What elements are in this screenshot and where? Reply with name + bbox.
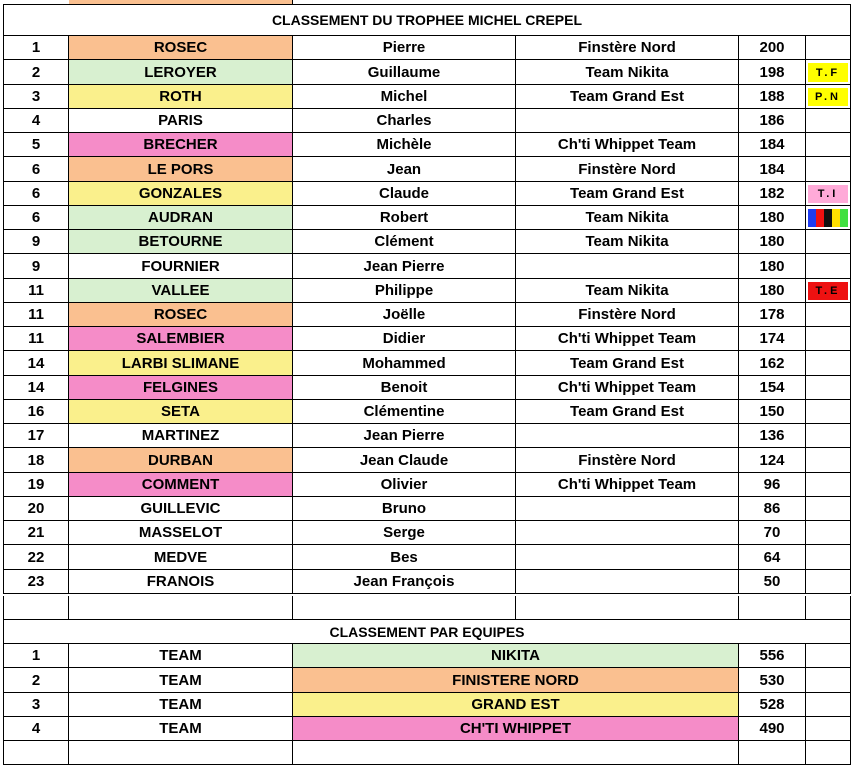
rider-team: Finstère Nord bbox=[516, 303, 739, 327]
rider-last-name: MARTINEZ bbox=[69, 424, 293, 448]
rider-team: Team Grand Est bbox=[516, 182, 739, 206]
rider-rank: 6 bbox=[3, 157, 69, 182]
rider-points: 184 bbox=[739, 157, 806, 182]
rider-team bbox=[516, 497, 739, 521]
rider-rank: 4 bbox=[3, 109, 69, 133]
rider-badge-cell bbox=[806, 206, 851, 230]
rider-team: Team Grand Est bbox=[516, 400, 739, 424]
rider-rank: 1 bbox=[3, 36, 69, 60]
rider-team: Team Grand Est bbox=[516, 85, 739, 109]
rider-badge-cell bbox=[806, 279, 851, 303]
rider-last-name: BETOURNE bbox=[69, 230, 293, 254]
rider-first-name: Claude bbox=[293, 182, 516, 206]
team-name: NIKITA bbox=[293, 644, 739, 668]
rider-points: 180 bbox=[739, 230, 806, 254]
rider-badge-cell bbox=[806, 400, 851, 424]
rider-last-name: AUDRAN bbox=[69, 206, 293, 230]
rider-first-name: Jean bbox=[293, 157, 516, 182]
rider-rank: 9 bbox=[3, 230, 69, 254]
team-extra-cell bbox=[806, 668, 851, 693]
team-rank: 3 bbox=[3, 693, 69, 717]
rider-points: 178 bbox=[739, 303, 806, 327]
blank-row bbox=[3, 596, 69, 620]
rider-team bbox=[516, 570, 739, 594]
team-name: GRAND EST bbox=[293, 693, 739, 717]
rider-first-name: Mohammed bbox=[293, 351, 516, 376]
rider-badge-cell bbox=[806, 133, 851, 157]
rider-points: 182 bbox=[739, 182, 806, 206]
rider-badge-cell bbox=[806, 521, 851, 545]
jersey-badge: T.E bbox=[808, 282, 848, 300]
rider-last-name: SALEMBIER bbox=[69, 327, 293, 351]
rider-rank: 22 bbox=[3, 545, 69, 570]
rider-badge-cell bbox=[806, 448, 851, 473]
rider-team bbox=[516, 521, 739, 545]
rider-rank: 17 bbox=[3, 424, 69, 448]
rider-first-name: Didier bbox=[293, 327, 516, 351]
rider-last-name: FELGINES bbox=[69, 376, 293, 400]
team-extra-cell bbox=[806, 644, 851, 668]
rider-rank: 5 bbox=[3, 133, 69, 157]
rider-last-name: VALLEE bbox=[69, 279, 293, 303]
rider-first-name: Serge bbox=[293, 521, 516, 545]
rider-rank: 9 bbox=[3, 254, 69, 279]
rider-points: 50 bbox=[739, 570, 806, 594]
jersey-badge: T.F bbox=[808, 63, 848, 82]
rider-team: Team Nikita bbox=[516, 60, 739, 85]
rider-points: 150 bbox=[739, 400, 806, 424]
team-label: TEAM bbox=[69, 693, 293, 717]
team-points: 528 bbox=[739, 693, 806, 717]
jersey-badge: P.N bbox=[808, 88, 848, 106]
blank-row bbox=[3, 741, 69, 765]
rider-badge-cell bbox=[806, 497, 851, 521]
rider-last-name: FRANOIS bbox=[69, 570, 293, 594]
team-label: TEAM bbox=[69, 644, 293, 668]
rider-badge-cell bbox=[806, 351, 851, 376]
rider-points: 180 bbox=[739, 279, 806, 303]
rider-last-name: COMMENT bbox=[69, 473, 293, 497]
rider-first-name: Jean Pierre bbox=[293, 254, 516, 279]
rider-badge-cell bbox=[806, 230, 851, 254]
rider-first-name: Michèle bbox=[293, 133, 516, 157]
rider-points: 180 bbox=[739, 206, 806, 230]
rider-badge-cell bbox=[806, 109, 851, 133]
rider-team bbox=[516, 254, 739, 279]
team-points: 490 bbox=[739, 717, 806, 741]
rider-first-name: Olivier bbox=[293, 473, 516, 497]
striped-flag-badge bbox=[808, 209, 848, 227]
rider-badge-cell bbox=[806, 376, 851, 400]
rider-last-name: LEROYER bbox=[69, 60, 293, 85]
rider-badge-cell bbox=[806, 85, 851, 109]
rider-team: Finstère Nord bbox=[516, 36, 739, 60]
rider-first-name: Charles bbox=[293, 109, 516, 133]
rider-points: 64 bbox=[739, 545, 806, 570]
rider-points: 186 bbox=[739, 109, 806, 133]
rider-points: 184 bbox=[739, 133, 806, 157]
rider-team: Team Nikita bbox=[516, 206, 739, 230]
rider-first-name: Jean Claude bbox=[293, 448, 516, 473]
rider-first-name: Philippe bbox=[293, 279, 516, 303]
rider-team bbox=[516, 424, 739, 448]
rider-badge-cell bbox=[806, 60, 851, 85]
rider-last-name: GUILLEVIC bbox=[69, 497, 293, 521]
rider-points: 180 bbox=[739, 254, 806, 279]
rider-team: Ch'ti Whippet Team bbox=[516, 473, 739, 497]
rider-rank: 14 bbox=[3, 351, 69, 376]
rider-badge-cell bbox=[806, 545, 851, 570]
blank-row bbox=[806, 741, 851, 765]
rider-badge-cell bbox=[806, 157, 851, 182]
jersey-badge: T.I bbox=[808, 185, 848, 203]
teams-title: CLASSEMENT PAR EQUIPES bbox=[3, 620, 851, 644]
rider-points: 200 bbox=[739, 36, 806, 60]
blank-row bbox=[806, 596, 851, 620]
rider-rank: 3 bbox=[3, 85, 69, 109]
rider-first-name: Clémentine bbox=[293, 400, 516, 424]
rider-team: Ch'ti Whippet Team bbox=[516, 327, 739, 351]
rider-badge-cell bbox=[806, 473, 851, 497]
rider-rank: 6 bbox=[3, 182, 69, 206]
rider-first-name: Jean François bbox=[293, 570, 516, 594]
rider-team: Team Nikita bbox=[516, 279, 739, 303]
rider-last-name: ROSEC bbox=[69, 303, 293, 327]
team-name: CH'TI WHIPPET bbox=[293, 717, 739, 741]
rider-first-name: Bes bbox=[293, 545, 516, 570]
rider-first-name: Benoit bbox=[293, 376, 516, 400]
rider-first-name: Guillaume bbox=[293, 60, 516, 85]
rider-badge-cell bbox=[806, 36, 851, 60]
rider-last-name: SETA bbox=[69, 400, 293, 424]
rider-points: 96 bbox=[739, 473, 806, 497]
team-rank: 1 bbox=[3, 644, 69, 668]
rider-rank: 11 bbox=[3, 303, 69, 327]
rider-team: Ch'ti Whippet Team bbox=[516, 133, 739, 157]
rider-first-name: Pierre bbox=[293, 36, 516, 60]
rider-team bbox=[516, 545, 739, 570]
rider-rank: 2 bbox=[3, 60, 69, 85]
rider-first-name: Clément bbox=[293, 230, 516, 254]
rider-last-name: MASSELOT bbox=[69, 521, 293, 545]
blank-row bbox=[69, 741, 293, 765]
rider-first-name: Jean Pierre bbox=[293, 424, 516, 448]
blank-row bbox=[516, 596, 739, 620]
rider-first-name: Bruno bbox=[293, 497, 516, 521]
rider-points: 136 bbox=[739, 424, 806, 448]
rider-first-name: Michel bbox=[293, 85, 516, 109]
team-rank: 4 bbox=[3, 717, 69, 741]
rider-last-name: LARBI SLIMANE bbox=[69, 351, 293, 376]
rider-points: 154 bbox=[739, 376, 806, 400]
team-label: TEAM bbox=[69, 668, 293, 693]
rider-badge-cell bbox=[806, 254, 851, 279]
rider-badge-cell bbox=[806, 303, 851, 327]
team-name: FINISTERE NORD bbox=[293, 668, 739, 693]
rider-points: 198 bbox=[739, 60, 806, 85]
rider-first-name: Joëlle bbox=[293, 303, 516, 327]
rider-rank: 21 bbox=[3, 521, 69, 545]
rider-points: 162 bbox=[739, 351, 806, 376]
blank-row bbox=[293, 741, 739, 765]
rider-last-name: FOURNIER bbox=[69, 254, 293, 279]
rider-last-name: BRECHER bbox=[69, 133, 293, 157]
rider-points: 174 bbox=[739, 327, 806, 351]
rider-rank: 11 bbox=[3, 279, 69, 303]
blank-row bbox=[739, 741, 806, 765]
rider-badge-cell bbox=[806, 424, 851, 448]
team-rank: 2 bbox=[3, 668, 69, 693]
rider-team: Finstère Nord bbox=[516, 157, 739, 182]
rider-last-name: MEDVE bbox=[69, 545, 293, 570]
rider-points: 188 bbox=[739, 85, 806, 109]
rider-last-name: DURBAN bbox=[69, 448, 293, 473]
rider-team: Team Grand Est bbox=[516, 351, 739, 376]
rider-team bbox=[516, 109, 739, 133]
rider-rank: 6 bbox=[3, 206, 69, 230]
blank-row bbox=[293, 596, 516, 620]
rider-last-name: ROSEC bbox=[69, 36, 293, 60]
rider-team: Ch'ti Whippet Team bbox=[516, 376, 739, 400]
rider-rank: 11 bbox=[3, 327, 69, 351]
team-points: 530 bbox=[739, 668, 806, 693]
rider-badge-cell bbox=[806, 182, 851, 206]
rider-points: 124 bbox=[739, 448, 806, 473]
rider-badge-cell bbox=[806, 570, 851, 594]
rider-rank: 16 bbox=[3, 400, 69, 424]
rider-last-name: PARIS bbox=[69, 109, 293, 133]
rider-first-name: Robert bbox=[293, 206, 516, 230]
rider-rank: 18 bbox=[3, 448, 69, 473]
rider-rank: 14 bbox=[3, 376, 69, 400]
blank-row bbox=[739, 596, 806, 620]
trophy-title: CLASSEMENT DU TROPHEE MICHEL CREPEL bbox=[3, 4, 851, 36]
rider-points: 86 bbox=[739, 497, 806, 521]
team-extra-cell bbox=[806, 693, 851, 717]
team-label: TEAM bbox=[69, 717, 293, 741]
rider-points: 70 bbox=[739, 521, 806, 545]
rider-rank: 19 bbox=[3, 473, 69, 497]
rider-last-name: ROTH bbox=[69, 85, 293, 109]
team-extra-cell bbox=[806, 717, 851, 741]
blank-row bbox=[69, 596, 293, 620]
rider-rank: 23 bbox=[3, 570, 69, 594]
rider-last-name: GONZALES bbox=[69, 182, 293, 206]
rider-rank: 20 bbox=[3, 497, 69, 521]
rider-last-name: LE PORS bbox=[69, 157, 293, 182]
rider-badge-cell bbox=[806, 327, 851, 351]
team-points: 556 bbox=[739, 644, 806, 668]
rider-team: Team Nikita bbox=[516, 230, 739, 254]
rider-team: Finstère Nord bbox=[516, 448, 739, 473]
